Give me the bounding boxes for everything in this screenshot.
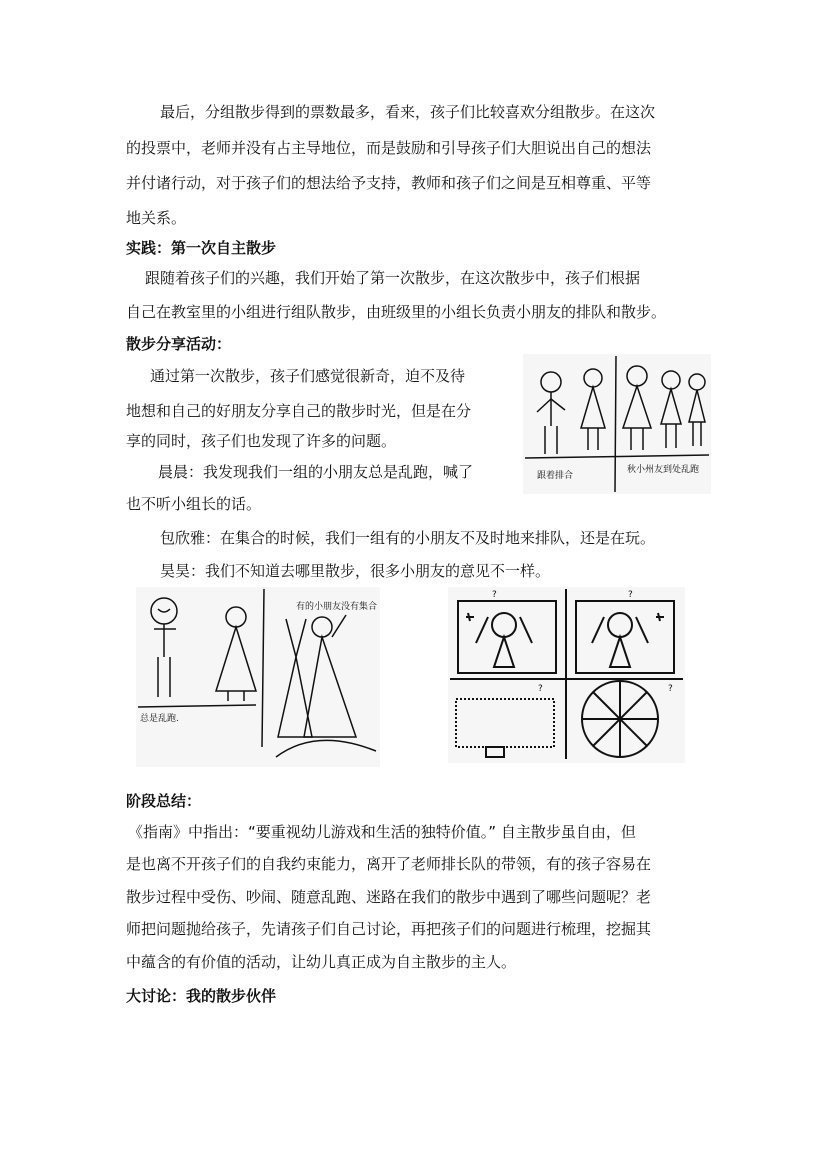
paragraph-line: 地关系。: [126, 209, 187, 227]
paragraph-line: 中蕴含的有价值的活动，让幼儿真正成为自主散步的主人。: [126, 953, 517, 971]
paragraph-line: 地想和自己的好朋友分享自己的散步时光，但是在分: [126, 402, 472, 420]
section-heading-practice: 实践：第一次自主散步: [126, 239, 277, 257]
paragraph-line: 散步过程中受伤、吵闹、随意乱跑、迷路在我们的散步中遇到了哪些问题呢？老: [126, 888, 652, 906]
quote-line: 昊昊：我们不知道去哪里散步，很多小朋友的意见不一样。: [160, 562, 551, 580]
question-mark: ?: [628, 590, 633, 600]
quote-line: 晨晨：我发现我们一组的小朋友总是乱跑，喊了: [158, 463, 474, 481]
paragraph-line: 是也离不开孩子们的自我约束能力，离开了老师排长队的带领，有的孩子容易在: [126, 855, 652, 873]
quote-line: 也不听小组长的话。: [126, 495, 262, 513]
drawing-caption: 跟着排合: [537, 471, 574, 481]
section-heading-discussion: 大讨论：我的散步伙伴: [126, 987, 277, 1005]
section-heading-summary: 阶段总结：: [126, 792, 202, 810]
paragraph-line: 跟随着孩子们的兴趣，我们开始了第一次散步，在这次散步中，孩子们根据: [145, 269, 641, 287]
paragraph-line: 通过第一次散步，孩子们感觉很新奇，迫不及待: [150, 367, 466, 385]
question-mark: ?: [668, 684, 673, 694]
paragraph-line: 自己在教室里的小组进行组队散步，由班级里的小组长负责小朋友的排队和散步。: [126, 303, 667, 321]
quote-line: 包欣雅：在集合的时候，我们一组有的小朋友不及时地来排队，还是在玩。: [160, 529, 656, 547]
child-drawing-2: [136, 587, 380, 767]
paragraph-line: 师把问题抛给孩子，先请孩子们自己讨论，再把孩子们的问题进行梳理，挖掘其: [126, 920, 652, 938]
drawing-caption: 秋小州友到处乱跑: [627, 465, 700, 475]
drawing-caption: 有的小朋友没有集合: [296, 602, 378, 612]
paragraph-line: 享的同时，孩子们也发现了许多的问题。: [126, 432, 397, 450]
question-mark: ?: [538, 684, 543, 694]
child-drawing-1: [523, 354, 711, 494]
section-heading-share: 散步分享活动：: [126, 335, 232, 353]
question-mark: ?: [492, 590, 497, 600]
paragraph-line: 《指南》中指出：“要重视幼儿游戏和生活的独特价值。” 自主散步虽自由，但: [128, 823, 636, 841]
drawing-caption: 总是乱跑.: [140, 714, 179, 724]
paragraph-line: 的投票中，老师并没有占主导地位，而是鼓励和引导孩子们大胆说出自己的想法: [126, 139, 652, 157]
paragraph-line: 并付诸行动，对于孩子们的想法给予支持，教师和孩子们之间是互相尊重、平等: [126, 174, 652, 192]
paragraph-line: 最后，分组散步得到的票数最多，看来，孩子们比较喜欢分组散步。在这次: [160, 103, 656, 121]
child-drawing-3: [448, 587, 685, 763]
